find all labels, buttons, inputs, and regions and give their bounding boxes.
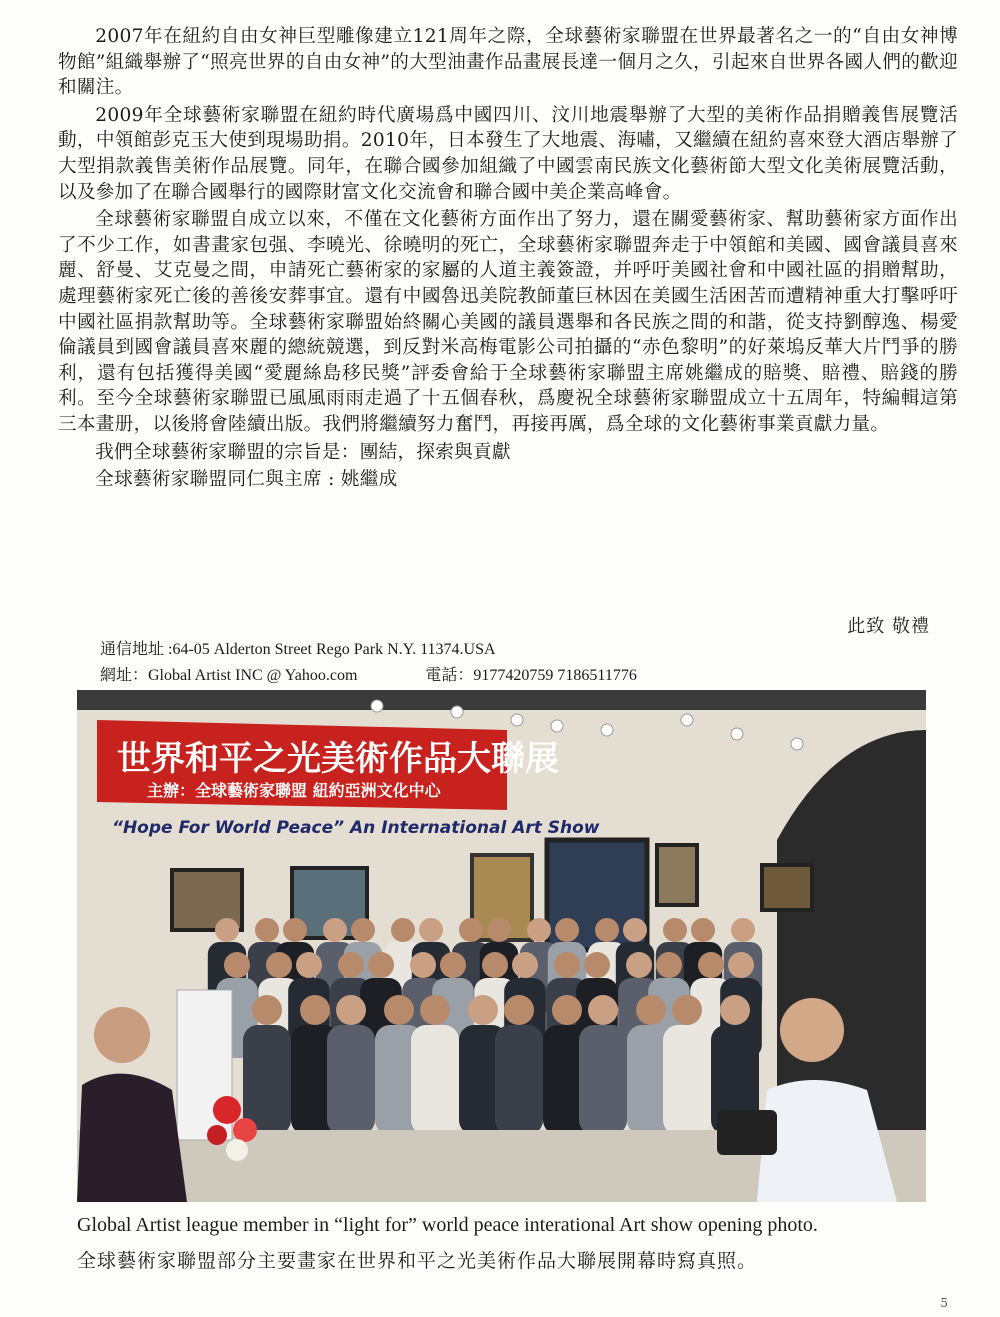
attendee-body: [327, 1025, 375, 1135]
attendee-head: [252, 995, 282, 1025]
attendee-head: [623, 918, 647, 942]
caption-chinese: 全球藝術家聯盟部分主要畫家在世界和平之光美術作品大聯展開幕時寫真照。: [77, 1250, 758, 1272]
contact-address: 通信地址 :64-05 Alderton Street Rego Park N.Y. 11374.USA: [100, 641, 496, 658]
attendee-head: [595, 918, 619, 942]
signature-line: 全球藝術家聯盟同仁與主席 : 姚繼成: [95, 469, 398, 491]
paragraph-2007-exhibition: 2007年在紐約自由女神巨型雕像建立121周年之際，全球藝術家聯盟在世界最著名之一的“自由女神博物館”組織舉辦了“照亮世界的自由女神”的大型油畫作品畫展長達一個月之久，引起來自世界各國人們的歡迎和關注。: [58, 26, 958, 99]
page-number: 5: [940, 1296, 948, 1310]
attendee-head: [584, 952, 610, 978]
attendee-head: [283, 918, 307, 942]
photo-illustration: [77, 690, 926, 1202]
attendee-head: [663, 918, 687, 942]
attendee-head: [482, 952, 508, 978]
contact-website: 網址：Global Artist INC @ Yahoo.com: [100, 667, 358, 684]
attendee-head: [588, 995, 618, 1025]
paragraph-league-work: 全球藝術家聯盟自成立以來，不僅在文化藝術方面作出了努力，還在關愛藝術家、幫助藝術家方面作出了不少工作，如書畫家包强、李曉光、徐曉明的死亡，全球藝術家聯盟奔走于中領館和美國、國會議員喜來麗、舒曼、艾克曼之間，申請死亡藝術家的家屬的人道主義簽證，并呼吁美國社會和中國社區的捐贈幫助，處理藝術家死亡後的善後安葬事宜。還有中國魯迅美院教師董巨林因在美國生活困苦而遭精神重大打擊呼吁中國社區捐款幫助等。全球藝術家聯盟始終關心美國的議員選舉和各民族之間的和諧，從支持劉醇逸、楊愛倫議員到國會議員喜來麗的總統競選，到反對米高梅電影公司拍攝的“赤色黎明”的好萊塢反華大片鬥爭的勝利，還有包括獲得美國“愛麗絲島移民獎”評委會給于全球藝術家聯盟主席姚繼成的賠獎、賠禮、賠錢的勝利。至今全球藝術家聯盟已風風雨雨走過了十五個春秋，爲慶祝全球藝術家聯盟成立十五周年，特編輯這第三本畫册，以後將會陸續出版。我們將繼續努力奮鬥，再接再厲，爲全球的文化藝術事業貢獻力量。: [58, 209, 958, 435]
attendee-head: [410, 952, 436, 978]
attendee-head: [336, 995, 366, 1025]
attendee-head: [368, 952, 394, 978]
attendee-head: [626, 952, 652, 978]
caption-english: Global Artist league member in “light for” world peace interational Art show opening photo.: [77, 1214, 818, 1236]
article-body: [58, 24, 958, 493]
attendee-head: [323, 918, 347, 942]
attendee-head: [300, 995, 330, 1025]
attendee-body: [495, 1025, 543, 1135]
attendee-head: [555, 918, 579, 942]
banner-subtitle: 主辦：全球藝術家聯盟 紐約亞洲文化中心: [147, 781, 441, 800]
attendee-head: [731, 918, 755, 942]
attendee-head: [419, 918, 443, 942]
attendee-head: [384, 995, 414, 1025]
attendee-head: [552, 995, 582, 1025]
show-sign: “Hope For World Peace” An International Art Show: [112, 818, 600, 838]
attendee-head: [440, 952, 466, 978]
attendee-head: [391, 918, 415, 942]
attendee-head: [527, 918, 551, 942]
attendee-head: [656, 952, 682, 978]
attendee-head: [266, 952, 292, 978]
attendee-head: [468, 995, 498, 1025]
attendee-head: [554, 952, 580, 978]
attendee-head: [487, 918, 511, 942]
opening-photo: [77, 690, 926, 1202]
banner-title: 世界和平之光美術作品大聯展: [117, 739, 559, 779]
attendee-body: [579, 1025, 627, 1135]
attendee-head: [459, 918, 483, 942]
closing-salutation: 此致 敬禮: [847, 616, 930, 637]
paragraph-2009-charity: 2009年全球藝術家聯盟在紐約時代廣場爲中國四川、汶川地震舉辦了大型的美術作品捐贈義售展覽活動，中領館彭克玉大使到現場助捐。2010年，日本發生了大地震、海嘯，又繼續在紐約喜來登大酒店舉辦了大型捐款義售美術作品展覽。同年，在聯合國參加組織了中國雲南民族文化藝術節大型文化美術展覽活動，以及參加了在聯合國舉行的國際財富文化交流會和聯合國中美企業高峰會。: [58, 104, 958, 203]
contact-web-phone: [100, 662, 637, 685]
attendee-body: [243, 1025, 291, 1135]
crowd-of-artists: [208, 918, 762, 1135]
attendee-body: [663, 1025, 711, 1135]
attendee-head: [215, 918, 239, 942]
attendee-head: [504, 995, 534, 1025]
attendee-head: [255, 918, 279, 942]
attendee-head: [420, 995, 450, 1025]
attendee-head: [351, 918, 375, 942]
attendee-head: [672, 995, 702, 1025]
attendee-body: [411, 1025, 459, 1135]
attendee-head: [224, 952, 250, 978]
attendee-head: [512, 952, 538, 978]
attendee-head: [296, 952, 322, 978]
league-aim: 我們全球藝術家聯盟的宗旨是：團結，探索與貢獻: [95, 441, 511, 463]
contact-phones: 電話：9177420759 7186511776: [425, 667, 637, 684]
attendee-head: [636, 995, 666, 1025]
attendee-head: [728, 952, 754, 978]
attendee-head: [691, 918, 715, 942]
attendee-head: [338, 952, 364, 978]
ceiling-beam: [77, 690, 926, 710]
attendee-head: [698, 952, 724, 978]
attendee-head: [720, 995, 750, 1025]
